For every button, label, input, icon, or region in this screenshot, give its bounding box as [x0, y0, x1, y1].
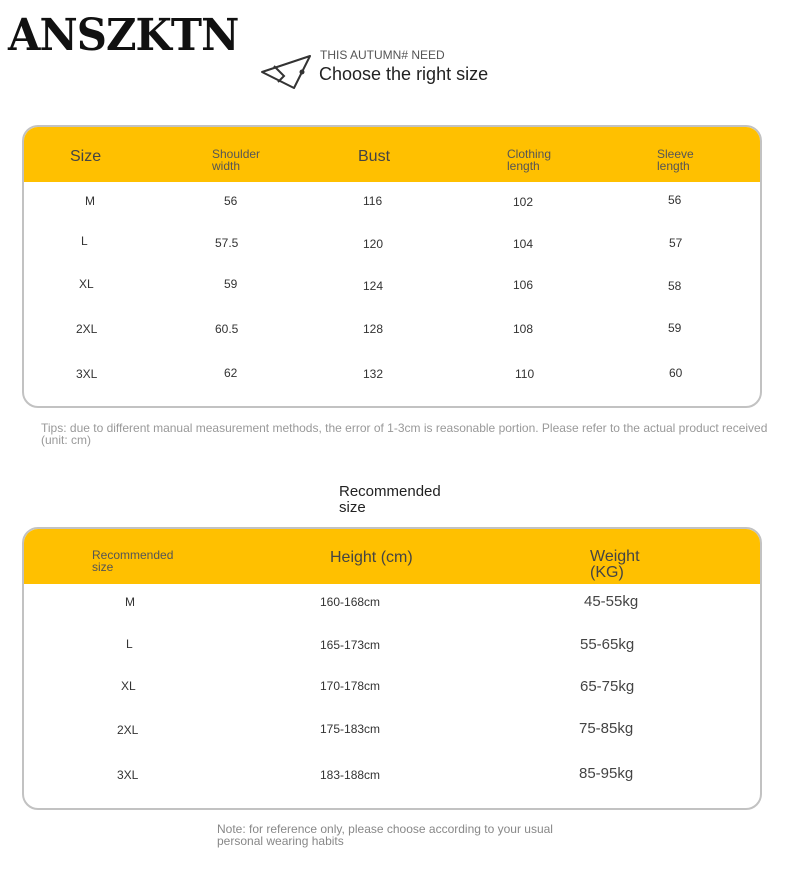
header-shoulder: Shoulder width	[212, 147, 261, 173]
table-cell: 170-178cm	[320, 679, 381, 693]
recommended-title: Recommended size	[339, 483, 441, 516]
table-cell: 85-95kg	[579, 765, 634, 782]
table-cell: 108	[513, 322, 534, 336]
table-cell: 45-55kg	[584, 593, 639, 610]
table-cell: 60.5	[215, 322, 239, 336]
table-cell: 175-183cm	[320, 722, 381, 736]
table-cell: 59	[668, 321, 682, 335]
table-cell: 55-65kg	[580, 636, 635, 653]
table-cell: 106	[513, 278, 534, 292]
table-cell: 56	[224, 194, 238, 208]
table-cell: 65-75kg	[580, 678, 635, 695]
table-cell: 102	[513, 195, 534, 209]
table-cell: 3XL	[117, 768, 139, 782]
table-cell: 120	[363, 237, 384, 251]
table-cell: 57	[669, 236, 683, 250]
header-size: Size	[70, 148, 102, 165]
table-cell: 56	[668, 193, 682, 207]
note-text: Note: for reference only, please choose according to your usual personal wearing habits	[217, 822, 553, 848]
tagline-title: Choose the right size	[319, 64, 489, 84]
table-cell: 132	[363, 367, 384, 381]
header-bust: Bust	[358, 148, 391, 165]
header-weight: Weight (KG)	[590, 548, 640, 581]
table-cell: 58	[668, 279, 682, 293]
table-cell: 62	[224, 366, 238, 380]
table-cell: M	[125, 595, 135, 609]
table-cell: 3XL	[76, 367, 98, 381]
table-cell: 57.5	[215, 236, 239, 250]
tagline-top: THIS AUTUMN# NEED	[320, 48, 445, 62]
table-cell: 60	[669, 366, 683, 380]
size-chart-table	[22, 125, 762, 408]
table-cell: 128	[363, 322, 384, 336]
header-sleeve-length: Sleeve length	[657, 147, 694, 173]
table-cell: L	[81, 234, 88, 248]
table-cell: 2XL	[117, 723, 139, 737]
paper-plane-arrow-icon	[260, 52, 316, 92]
table-cell: 183-188cm	[320, 768, 381, 782]
table-cell: 110	[515, 367, 535, 381]
tips-text: Tips: due to different manual measurement methods, the error of 1-3cm is reasonable portion. Please refer to the actual product received (unit: cm)	[41, 421, 768, 447]
table-cell: 59	[224, 277, 238, 291]
table-cell: L	[126, 637, 133, 651]
table-cell: M	[85, 194, 95, 208]
recommended-size-table	[22, 527, 762, 810]
table-cell: 160-168cm	[320, 595, 381, 609]
table-cell: 165-173cm	[320, 638, 381, 652]
table-cell: XL	[79, 277, 94, 291]
table-cell: 116	[363, 194, 383, 208]
size-chart-header	[24, 127, 760, 182]
brand-logo: ANSZKTN	[8, 10, 239, 61]
header-recommended-size: Recommended size	[92, 548, 174, 574]
table-cell: XL	[121, 679, 136, 693]
table-cell: 75-85kg	[579, 720, 634, 737]
table-cell: 2XL	[76, 322, 98, 336]
header-height: Height (cm)	[330, 549, 413, 566]
table-cell: 104	[513, 237, 534, 251]
table-cell: 124	[363, 279, 384, 293]
header-clothing-length: Clothing length	[507, 147, 552, 173]
